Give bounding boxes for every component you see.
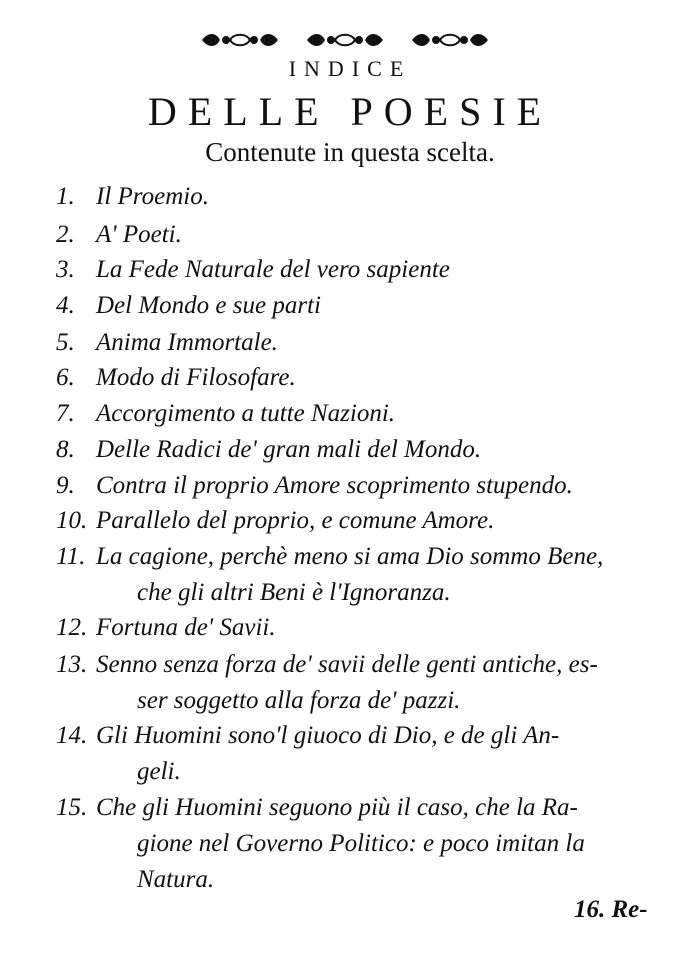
entry-title: Del Mondo e sue parti — [96, 292, 321, 319]
entry-number: 14. — [56, 722, 88, 749]
entry-title: Delle Radici de' gran mali del Mondo. — [96, 436, 482, 463]
entry-number: 11. — [56, 543, 86, 570]
fleuron-icon — [200, 29, 280, 51]
entry-number: 4. — [56, 292, 75, 319]
entry-number: 12. — [56, 614, 88, 641]
entry-number: 9. — [56, 472, 75, 499]
toc-entry — [56, 221, 182, 249]
entry-number: 6. — [56, 364, 75, 391]
fleuron-icon — [305, 29, 385, 51]
entry-title: Gli Huomini sono'l giuoco di Dio, e de gli An- — [96, 722, 560, 749]
title-index: INDICE — [288, 56, 412, 81]
entry-title: A' Poeti. — [96, 221, 182, 248]
entry-number: 8. — [56, 436, 75, 463]
catchword: 16. Re- — [574, 896, 648, 923]
title-poems: DELLE POESIE — [147, 89, 553, 134]
toc-entry — [56, 364, 296, 392]
toc-entry — [56, 400, 395, 428]
subtitle: Contenute in questa scelta. — [205, 137, 495, 167]
entry-title: Senno senza forza de' savii delle genti antiche, es- — [96, 651, 598, 678]
toc-entry — [56, 292, 321, 320]
fleuron-icon — [410, 29, 490, 51]
toc-entry — [56, 436, 481, 464]
entry-title: Contra il proprio Amore scoprimento stupendo. — [96, 472, 573, 499]
toc-entry — [56, 256, 450, 284]
entry-title: Accorgimento a tutte Nazioni. — [96, 400, 396, 427]
entry-number: 5. — [56, 329, 75, 356]
entry-number: 15. — [56, 794, 88, 821]
ornament-row — [200, 28, 490, 52]
entry-title: La Fede Naturale del vero sapiente — [96, 256, 450, 283]
toc-entry — [56, 472, 573, 500]
toc-entry — [56, 543, 603, 571]
toc-entry — [56, 183, 209, 211]
entry-title: La cagione, perchè meno si ama Dio sommo Bene, — [96, 543, 604, 570]
entry-number: 13. — [56, 651, 88, 678]
entry-continuation: gione nel Governo Politico: e poco imitan la — [137, 830, 585, 857]
entry-title: Il Proemio. — [96, 183, 209, 210]
toc-entry — [56, 614, 276, 642]
entry-title: Anima Immortale. — [96, 329, 278, 356]
entry-title: Modo di Filosofare. — [96, 364, 296, 391]
toc-entry — [56, 507, 494, 535]
entry-number: 2. — [56, 221, 75, 248]
toc-entry — [56, 722, 559, 750]
toc-entry — [56, 651, 598, 679]
toc-entry — [56, 794, 578, 822]
entry-title: Che gli Huomini seguono più il caso, che la Ra- — [96, 794, 578, 821]
entry-continuation: che gli altri Beni è l'Ignoranza. — [137, 579, 451, 606]
entry-title: Parallelo del proprio, e comune Amore. — [96, 507, 495, 534]
toc-entry — [56, 329, 278, 357]
entry-number: 3. — [56, 256, 75, 283]
entry-continuation: Natura. — [137, 866, 215, 893]
entry-number: 7. — [56, 400, 75, 427]
entry-continuation: ser soggetto alla forza de' pazzi. — [137, 687, 461, 714]
entry-number: 10. — [56, 507, 88, 534]
entry-number: 1. — [56, 183, 75, 210]
entry-title: Fortuna de' Savii. — [96, 614, 276, 641]
entry-continuation: geli. — [137, 758, 181, 785]
